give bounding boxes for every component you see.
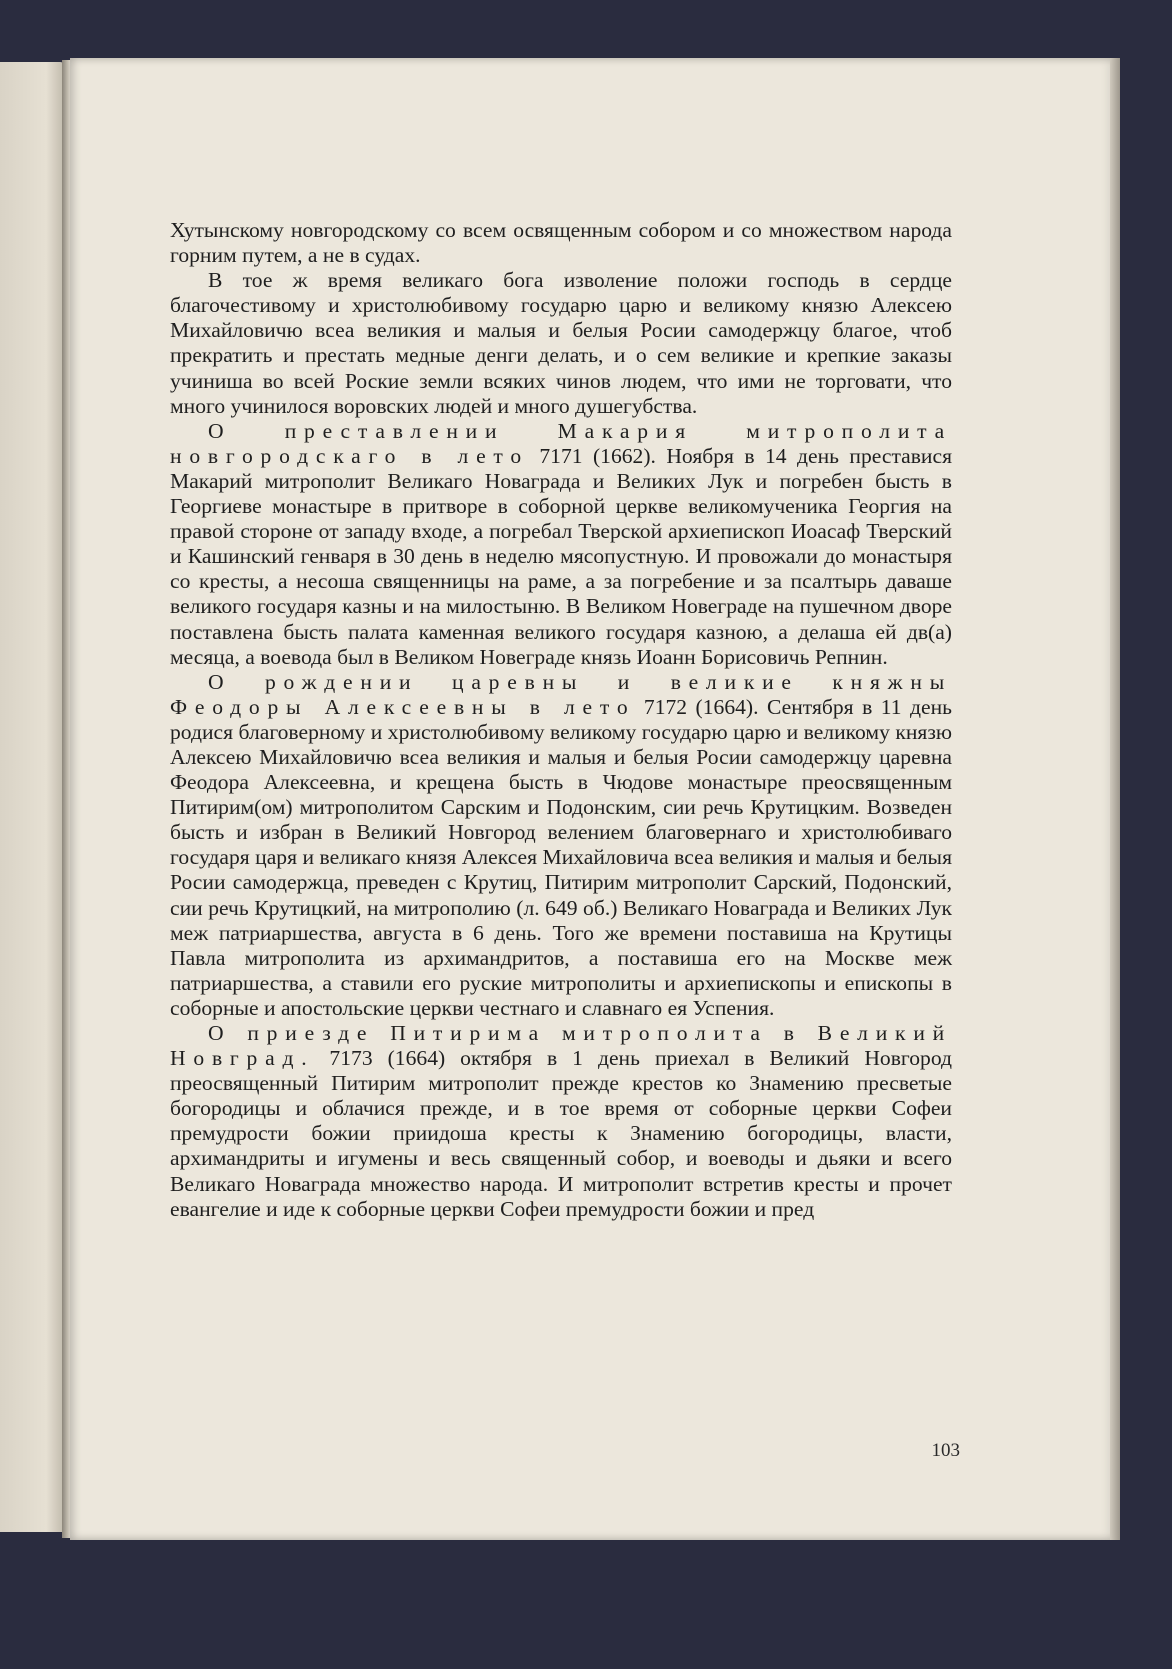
paragraph-text: Хутынскому новгородскому со всем освященным собором и со множеством народа горним путем, а не в судах. [170,218,952,268]
entry-heading: О рождении царевны и великие княжны Феодоры Алексеевны в лето [170,669,952,719]
page-fore-edge [1110,58,1120,1540]
left-page-edge [0,62,66,1532]
page-number: 103 [931,1440,960,1461]
paragraph [170,268,952,419]
paragraph-text: 7172 (1664). Сентября в 11 день родися благоверному и христолюбивому великому государю царю и великому князю Алексею Михайловичю всеа великия и малыя и белыя Росии самодержцу царевна Феодора Алексеевна, и крещена бысть в Чюдове монастыре преосвященным Питирим(ом) митрополитом Сарским и Подонским, сии речь Крутицким. Возведен бысть и избран в Великий Новгород велением благовернаго и христолюбиваго государя царя и великаго князя Алексея Михайловича всеа великия и малыя и белыя Росии самодержца, преведен с Крутиц, Питирим митрополит Сарский, Подонский, сии речь Крутицкий, на митрополию (л. 649 об.) Великаго Новаграда и Великих Лук меж патриаршества, августа в 6 день. Того же времени поставиша на Крутицы Павла митрополита из архимандритов, а поставиша его на Москве меж патриаршества, а ставили его руские митрополиты и архиепископы и епископы в соборные и апостольские церкви честнаго и славнаго ея Успения. [170,694,952,1020]
page-text [170,218,952,1222]
paragraph-text: 7173 (1664) октября в 1 день приехал в Великий Новгород преосвященный Питирим митрополит прежде крестов ко Знамению пресветые богородицы и облачися прежде, и в тое время от соборные церкви Софеи премудрости божии приидоша кресты к Знамению богородицы, власти, архимандриты и игумены и весь священный собор, и воеводы и дьяки и всего Великаго Новаграда множество народа. И митрополит встретив кресты и прочет евангелие и иде к соборные церкви Софеи премудрости божии и пред [170,1046,952,1221]
paragraph-text: В тое ж время великаго бога изволение положи господь в сердце благочестивому и христолюбивому государю царю и великому князю Алексею Михайловичю всеа великия и малыя и белыя Росии самодержцу благое, чтоб прекратить и престать медные денги делать, и о сем великие и крепкие заказы учиниша во всей Роские земли всяких чинов людем, что ими не торговати, что много учинилося воровских людей и много душегубства. [170,268,952,418]
paragraph [170,218,952,268]
paragraph [170,1021,952,1222]
entry-heading: О приезде Питирима митрополита в Великий Новград. [170,1021,952,1071]
paragraph-text: 7171 (1662). Ноября в 14 день преставися Макарий митрополит Великаго Новаграда и Великих Лук и погребен бысть в Георгиеве монастыре в притворе в соборной церкве великомученика Георгия на правой стороне от западу входе, а погребал Тверской архиепископ Иоасаф Тверский и Кашинский генваря в 30 день в неделю мясопустную. И провожали до монастыря со кресты, а несоша священницы на раме, а за погребение и за псалтырь даваше великого государя казны и на милостыню. В Великом Новеграде на пушечном дворе поставлена бысть палата каменная великого государя казною, а делаша ей дв(а) месяца, а воевода был в Великом Новеграде князь Иоанн Борисовичь Репнин. [170,443,952,669]
paragraph [170,670,952,1021]
entry-heading: О преставлении Макария митрополита новгородскаго в лето [170,418,952,468]
paragraph [170,419,952,670]
